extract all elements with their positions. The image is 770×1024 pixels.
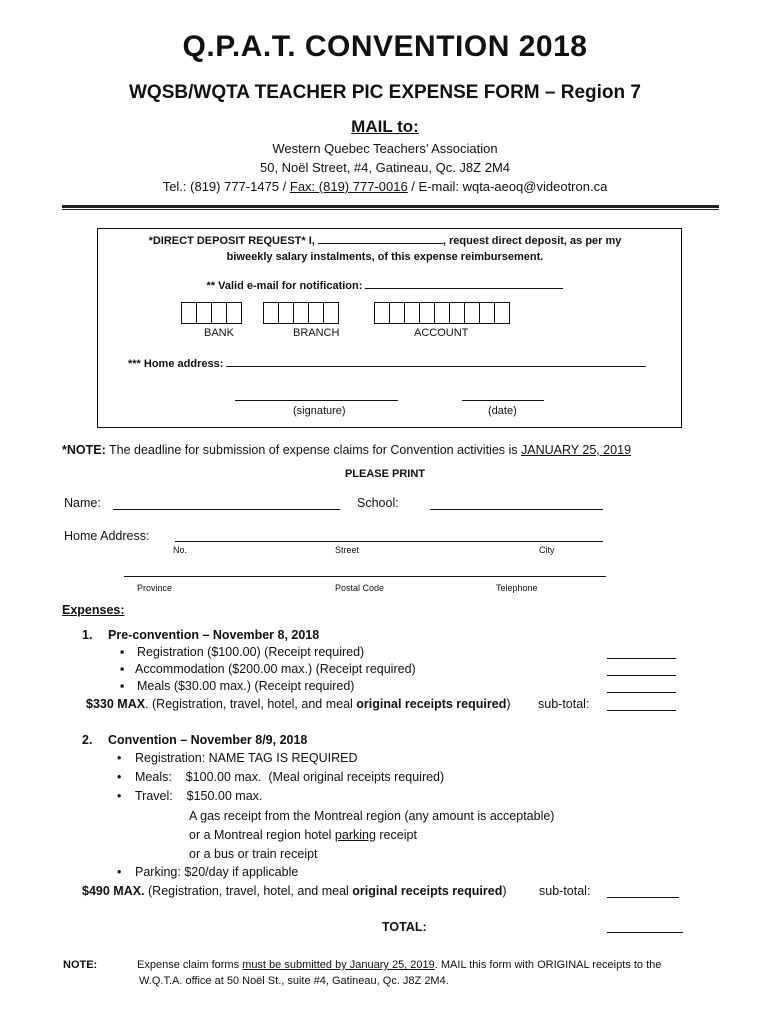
form-subtitle: WQSB/WQTA TEACHER PIC EXPENSE FORM – Region 7 xyxy=(129,82,641,103)
header-rule xyxy=(62,205,719,208)
total-field[interactable] xyxy=(607,932,683,933)
email: / E-mail: wqta-aeoq@videotron.ca xyxy=(407,179,608,194)
please-print: PLEASE PRINT xyxy=(344,468,426,480)
bank-boxes[interactable] xyxy=(181,302,242,324)
section-1-subtotal-field[interactable] xyxy=(607,710,676,711)
signature-field[interactable] xyxy=(235,400,398,401)
branch-boxes[interactable] xyxy=(263,302,339,324)
home-address-field[interactable] xyxy=(175,541,603,542)
expenses-heading: Expenses: xyxy=(62,603,125,617)
bullet-icon: ▪ xyxy=(120,662,125,676)
postal-code-label: Postal Code xyxy=(335,583,385,593)
pre-registration-amount[interactable] xyxy=(607,658,676,659)
travel-detail-bus: or a bus or train receipt xyxy=(189,847,318,861)
signature-label: (signature) xyxy=(293,405,346,417)
footer-note-line2: W.Q.T.A. office at 50 Noël St., suite #4, Gatineau, Qc. J8Z 2M4. xyxy=(139,975,449,987)
pre-accommodation-item: Accommodation ($200.00 max.) (Receipt required) xyxy=(135,662,416,676)
telephone-label: Telephone xyxy=(496,583,538,593)
section-1-subtotal-label: sub-total: xyxy=(538,697,590,711)
footer-note-label: NOTE: xyxy=(63,959,98,971)
bullet-icon: ▪ xyxy=(120,679,125,693)
deadline-date: JANUARY 25, 2019 xyxy=(521,443,632,457)
deposit-email-line: ** Valid e-mail for notification: xyxy=(0,280,770,292)
deposit-request-line2: biweekly salary instalments, of this expense reimbursement. xyxy=(226,251,544,263)
contact-line xyxy=(0,179,770,194)
section-2-max-line: $490 MAX. (Registration, travel, hotel, and meal original receipts required) xyxy=(82,884,507,898)
bullet-icon: • xyxy=(117,789,122,803)
section-2-number: 2. xyxy=(82,733,93,747)
no-label: No. xyxy=(173,545,188,555)
telephone: Tel.: (819) 777-1475 / xyxy=(162,179,290,194)
deposit-home-address-line: *** Home address: xyxy=(128,358,646,370)
name-field[interactable] xyxy=(113,509,340,510)
account-label: ACCOUNT xyxy=(414,327,469,339)
conv-meals-item: Meals: $100.00 max. (Meal original receipts required) xyxy=(135,770,445,784)
form-title: Q.P.A.T. CONVENTION 2018 xyxy=(182,30,588,63)
deposit-request-line: *DIRECT DEPOSIT REQUEST* I, , request direct deposit, as per my xyxy=(148,235,622,247)
province-postal-phone-field[interactable] xyxy=(124,576,606,577)
deadline-note: *NOTE: The deadline for submission of expense claims for Convention activities is JANUARY 25, 2019 xyxy=(62,443,632,457)
conv-registration-item: Registration: NAME TAG IS REQUIRED xyxy=(135,751,358,765)
date-field[interactable] xyxy=(462,400,544,401)
mail-org: Western Quebec Teachers’ Association xyxy=(272,141,498,156)
travel-detail-parking: or a Montreal region hotel parking receipt xyxy=(189,828,417,842)
conv-travel-item: Travel: $150.00 max. xyxy=(135,789,263,803)
branch-label: BRANCH xyxy=(293,327,340,339)
bullet-icon: • xyxy=(117,865,122,879)
section-1-max-line: $330 MAX. (Registration, travel, hotel, and meal original receipts required) xyxy=(86,697,511,711)
school-field[interactable] xyxy=(430,509,603,510)
mail-to-heading: MAIL to: xyxy=(351,117,419,136)
province-label: Province xyxy=(137,583,173,593)
fax: Fax: (819) 777-0016 xyxy=(289,179,408,194)
street-label: Street xyxy=(335,545,360,555)
pre-accommodation-amount[interactable] xyxy=(607,675,676,676)
bank-label: BANK xyxy=(204,327,234,339)
home-address-label: Home Address: xyxy=(64,529,150,543)
account-boxes[interactable] xyxy=(374,302,510,324)
deposit-home-address-field[interactable] xyxy=(226,366,646,367)
section-2-subtotal-label: sub-total: xyxy=(539,884,591,898)
travel-detail-gas: A gas receipt from the Montreal region (any amount is acceptable) xyxy=(189,809,555,823)
bullet-icon: • xyxy=(117,770,122,784)
bullet-icon: ▪ xyxy=(120,645,125,659)
name-label: Name: xyxy=(64,496,101,510)
notification-email-field[interactable] xyxy=(365,288,563,289)
conv-parking-item: Parking: $20/day if applicable xyxy=(135,865,299,879)
pre-registration-item: Registration ($100.00) (Receipt required) xyxy=(137,645,365,659)
footer-note-line1: Expense claim forms must be submitted by January 25, 2019. MAIL this form with ORIGINAL receipts to the xyxy=(137,959,662,971)
mail-street: 50, Noël Street, #4, Gatineau, Qc. J8Z 2M4 xyxy=(259,160,510,175)
section-1-number: 1. xyxy=(82,628,93,642)
header-rule-thin xyxy=(62,209,719,210)
school-label: School: xyxy=(357,496,399,510)
pre-meals-item: Meals ($30.00 max.) (Receipt required) xyxy=(137,679,355,693)
deposit-name-field[interactable] xyxy=(318,243,443,244)
section-2-subtotal-field[interactable] xyxy=(607,897,679,898)
section-2-title: Convention – November 8/9, 2018 xyxy=(108,733,308,747)
date-label: (date) xyxy=(488,405,517,417)
bullet-icon: • xyxy=(117,751,122,765)
city-label: City xyxy=(539,545,555,555)
total-label: TOTAL: xyxy=(382,920,427,934)
pre-meals-amount[interactable] xyxy=(607,692,676,693)
section-1-title: Pre-convention – November 8, 2018 xyxy=(108,628,320,642)
